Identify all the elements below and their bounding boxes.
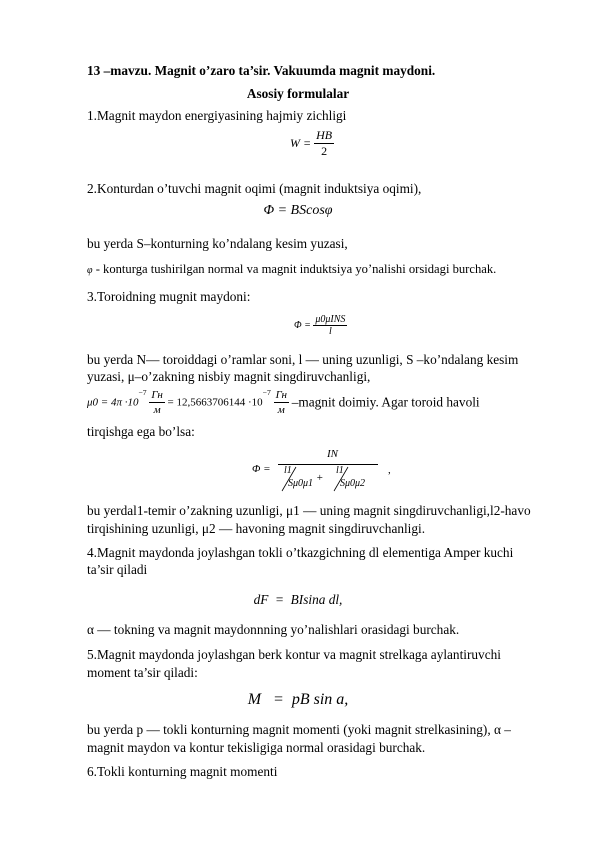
item-6-heading: 6.Tokli konturning magnit momenti xyxy=(87,764,278,779)
energy-density-formula xyxy=(290,128,334,159)
item-3-text-1: bu yerda N— toroiddagi o’ramlar soni, l — uning uzunligi, S –ko’ndalang kesim xyxy=(87,352,519,367)
item-3-text-4: bu yerdal1-temir o’zakning uzunligi, μ1 — uning magnit singdiruvchanligi,l2-havo xyxy=(87,503,531,518)
document-title: 13 –mavzu. Magnit o’zaro ta’sir. Vakuumda magnit maydoni. xyxy=(87,63,436,78)
unit-denominator: м xyxy=(153,403,161,416)
denominator-1: Sμ0μ1 xyxy=(288,478,314,489)
unit-numerator: Гн xyxy=(275,388,287,401)
item-3-heading: 3.Toroidning mugnit maydoni: xyxy=(87,289,251,304)
item-3-text-5: tirqishining uzunligi, μ2 — havoning magnit singdiruvchanligi. xyxy=(87,521,426,536)
item-5-text-1: bu yerda p — tokli konturning magnit momenti (yoki magnit strelkasining), α – xyxy=(87,722,511,737)
formula-lhs: Φ = xyxy=(252,463,271,475)
item-2-heading: 2.Konturdan o’tuvchi magnit oqimi (magnit induktsiya oqimi), xyxy=(87,181,422,196)
item-4-heading-1: 4.Magnit maydonda joylashgan tokli o’tkazgichning dl elementiga Amper kuchi xyxy=(87,545,514,560)
slash-lines xyxy=(278,465,378,493)
item-5-heading-1: 5.Magnit maydonda joylashgan berk kontur va magnit strelkaga aylantiruvchi xyxy=(87,647,501,662)
item-4-heading-2: ta’sir qiladi xyxy=(87,562,148,577)
l1-label: l1 xyxy=(336,465,344,476)
fraction xyxy=(314,128,334,159)
item-4-text: α — tokning va magnit maydonnning yo’nalishlari orasidagi burchak. xyxy=(87,622,460,637)
mu0-lhs: μ0 = 4π ·10 xyxy=(87,396,139,409)
mu0-after-text: –magnit doimiy. Agar toroid havoli xyxy=(291,394,480,410)
exponent: −7 xyxy=(262,388,271,397)
mu0-line xyxy=(87,386,480,417)
formula-lhs: W = xyxy=(290,136,312,150)
formula-lhs: Φ = xyxy=(294,320,311,331)
fraction-denominator: l xyxy=(329,326,332,337)
item-3-text-3: tirqishga ega bo’lsa: xyxy=(87,424,195,439)
fraction-denominator: 2 xyxy=(321,144,328,158)
toroid-flux-formula xyxy=(294,314,347,337)
unit-denominator: м xyxy=(277,403,285,416)
item-1-heading: 1.Magnit maydon energiyasining hajmiy zichligi xyxy=(87,108,347,123)
unit-numerator: Гн xyxy=(151,388,163,401)
gap-flux-formula xyxy=(252,448,432,492)
fraction-numerator: μ0μINS xyxy=(315,314,346,325)
item-5-text-2: magnit maydon va kontur tekisligiga normal orasidagi burchak. xyxy=(87,740,426,755)
formula-comma: , xyxy=(388,464,391,476)
fraction xyxy=(313,314,347,337)
section-subtitle: Asosiy formulalar xyxy=(246,86,350,101)
denominator-2: Sμ0μ2 xyxy=(340,478,366,489)
flux-formula: Φ = BScosφ xyxy=(263,203,333,218)
item-5-heading-2: moment ta’sir qiladi: xyxy=(87,665,198,680)
unit-fraction xyxy=(274,388,289,417)
item-2-where-phi xyxy=(87,261,496,279)
item-3-text-2: yuzasi, μ–o’zakning nisbiy magnit singdiruvchanligi, xyxy=(87,369,371,384)
phi-description: - konturga tushirilgan normal va magnit induktsiya yo’nalishi orsidagi burchak. xyxy=(95,262,497,276)
fraction-numerator: HB xyxy=(316,128,333,142)
item-2-where-s: bu yerda S–konturning ko’ndalang kesim yuzasi, xyxy=(87,236,348,251)
fraction-numerator: IN xyxy=(327,448,338,460)
phi-symbol: φ xyxy=(87,265,93,276)
exponent: −7 xyxy=(138,388,147,397)
l1-label: l1 xyxy=(284,465,292,476)
unit-fraction xyxy=(149,388,164,417)
plus-sign: + xyxy=(316,472,324,484)
mu0-value: = 12,5663706144 ·10 xyxy=(167,396,263,409)
ampere-force-formula: dF = BIsina dl, xyxy=(253,592,343,607)
torque-formula: M = pB sin a, xyxy=(247,691,349,708)
